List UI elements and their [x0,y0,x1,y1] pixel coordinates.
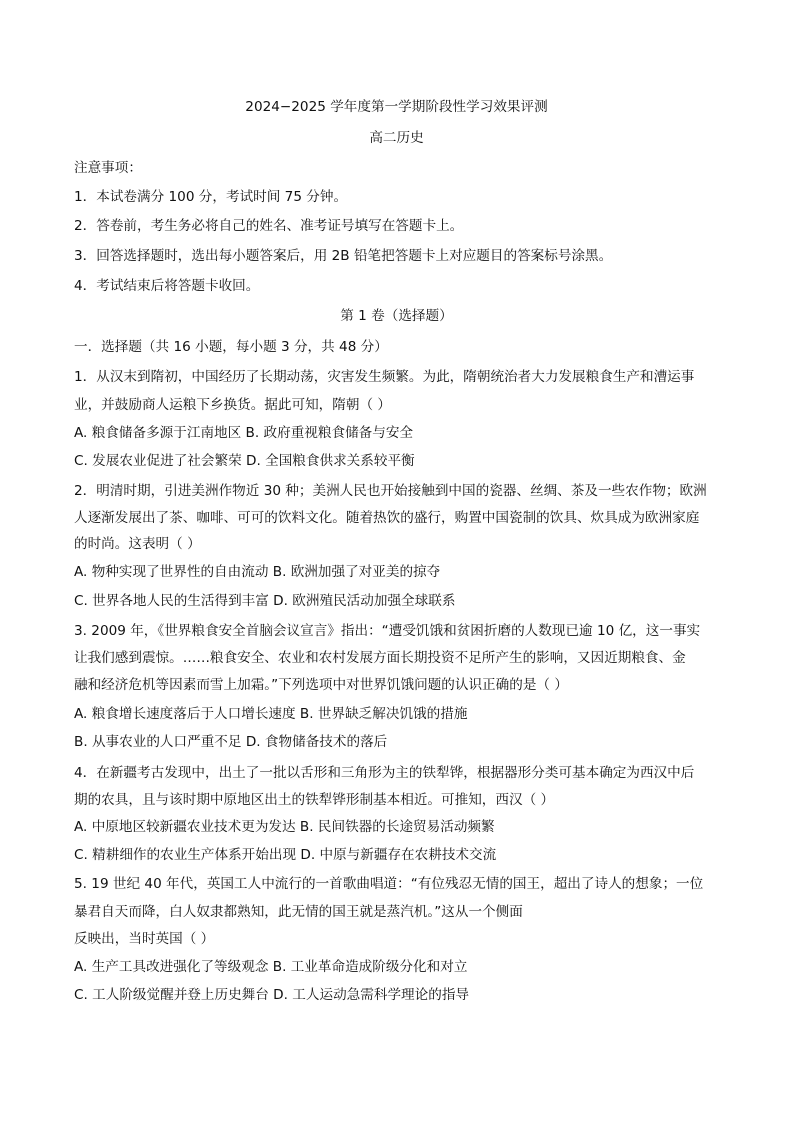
notice-item-3: 3．回答选择题时，选出每小题答案后，用 2B 铅笔把答题卡上对应题目的答案标号涂黑。 [74,248,613,264]
question-3-options-row-2: B. 从事农业的人口严重不足 D. 食物储备技术的落后 [74,734,388,750]
question-2-options-row-1: A. 物种实现了世界性的自由流动 B. 欧洲加强了对亚美的掠夺 [74,564,441,580]
question-1-options-row-1: A. 粮食储备多源于江南地区 B. 政府重视粮食储备与安全 [74,425,414,441]
question-4-line-1: 4．在新疆考古发现中，出土了一批以舌形和三角形为主的铁犁铧，根据器形分类可基本确定为西汉中后 [74,765,695,781]
question-5-line-2: 暴君自天而降，白人奴隶都熟知，此无情的国王就是蒸汽机。”这从一个侧面 [74,904,523,920]
section-title: 第 1 卷（选择题） [340,308,453,324]
question-3-line-2: 让我们感到震惊。……粮食安全、农业和农村发展方面长期投资不足所产生的影响，又因近期粮食、金 [74,650,686,666]
exam-title: 2024−2025 学年度第一学期阶段性学习效果评测 [245,99,548,115]
question-4-options-row-1: A. 中原地区较新疆农业技术更为发达 B. 民间铁器的长途贸易活动频繁 [74,819,495,835]
exam-subject: 高二历史 [369,130,424,146]
question-4-options-row-2: C. 精耕细作的农业生产体系开始出现 D. 中原与新疆存在农耕技术交流 [74,847,497,863]
question-5-options-row-2: C. 工人阶级觉醒并登上历史舞台 D. 工人运动急需科学理论的指导 [74,987,469,1003]
question-2-line-1: 2．明清时期，引进美洲作物近 30 种；美洲人民也开始接触到中国的瓷器、丝绸、茶及一些农作物；欧洲 [74,483,707,499]
question-5-options-row-1: A. 生产工具改进强化了等级观念 B. 工业革命造成阶级分化和对立 [74,959,468,975]
question-4-line-2: 期的农具，且与该时期中原地区出土的铁犁铧形制基本相近。可推知，西汉（ ） [74,792,555,808]
question-2-line-2: 人逐渐发展出了茶、咖啡、可可的饮料文化。随着热饮的盛行，购置中国瓷制的饮具、炊具成为欧洲家庭 [74,510,700,526]
notice-item-2: 2．答卷前，考生务必将自己的姓名、准考证号填写在答题卡上。 [74,218,464,234]
question-1-line-1: 1．从汉末到隋初，中国经历了长期动荡，灾害发生频繁。为此，隋朝统治者大力发展粮食生产和漕运事 [74,369,695,385]
section-instruction: 一．选择题（共 16 小题，每小题 3 分，共 48 分） [74,339,388,355]
question-3-line-1: 3. 2009 年，《世界粮食安全首脑会议宣言》指出：“遭受饥饿和贫困折磨的人数现已逾 10 亿，这一事实 [74,623,701,639]
question-1-line-2: 业，并鼓励商人运粮下乡换货。据此可知，隋朝（ ） [74,397,391,413]
question-3-line-3: 融和经济危机等因素而雪上加霜。”下列选项中对世界饥饿问题的认识正确的是（ ） [74,677,568,693]
question-5-line-1: 5. 19 世纪 40 年代，英国工人中流行的一首歌曲唱道：“有位残忍无情的国王，超出了诗人的想象；一位 [74,876,704,892]
question-2-options-row-2: C. 世界各地人民的生活得到丰富 D. 欧洲殖民活动加强全球联系 [74,593,456,609]
notice-item-4: 4．考试结束后将答题卡收回。 [74,278,260,294]
question-2-line-3: 的时尚。这表明（ ） [74,536,201,552]
question-3-options-row-1: A. 粮食增长速度落后于人口增长速度 B. 世界缺乏解决饥饿的措施 [74,706,468,722]
notice-heading: 注意事项： [74,160,142,176]
question-1-options-row-2: C. 发展农业促进了社会繁荣 D. 全国粮食供求关系较平衡 [74,453,415,469]
question-5-line-3: 反映出，当时英国（ ） [74,931,215,947]
notice-item-1: 1．本试卷满分 100 分，考试时间 75 分钟。 [74,189,348,205]
